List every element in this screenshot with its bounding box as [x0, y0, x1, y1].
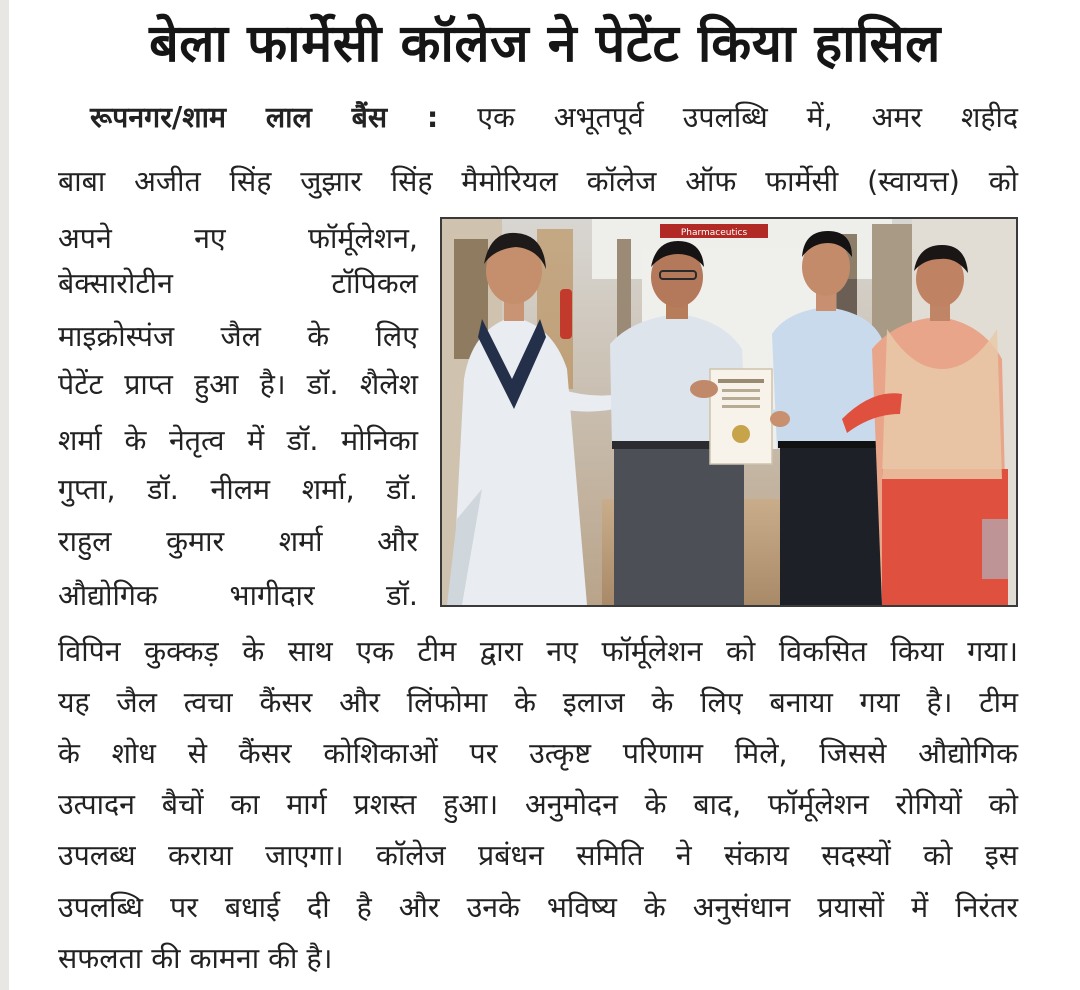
- hands: [690, 380, 718, 398]
- news-photo: [440, 217, 1018, 607]
- dateline: रूपनगर/शाम लाल बैंस :: [90, 101, 439, 134]
- article-line: विपिन कुक्कड़ के साथ एक टीम द्वारा नए फॉर्मूलेशन को विकसित किया गया।: [58, 635, 1018, 668]
- hands: [770, 411, 790, 427]
- article-line: सफलता की कामना की है।: [58, 942, 333, 975]
- article-line: उपलब्धि पर बधाई दी है और उनके भविष्य के अनुसंधान प्रयासों में निरंतर: [58, 891, 1018, 924]
- article-line: गुप्ता, डॉ. नीलम शर्मा, डॉ.: [58, 473, 418, 506]
- article-line: बाबा अजीत सिंह जुझार सिंह मैमोरियल कॉलेज ऑफ फार्मेसी (स्वायत्त) को: [58, 165, 1018, 198]
- article-line: उत्पादन बैचों का मार्ग प्रशस्त हुआ। अनुमोदन के बाद, फॉर्मूलेशन रोगियों को: [58, 788, 1018, 821]
- certificate: [710, 369, 772, 464]
- article-line: अपने नए फॉर्मूलेशन,: [58, 222, 418, 255]
- lead-text: एक अभूतपूर्व उपलब्धि में, अमर शहीद: [477, 101, 1018, 134]
- article-line: उपलब्ध कराया जाएगा। कॉलेज प्रबंधन समिति ने संकाय सदस्यों को इस: [58, 839, 1018, 872]
- article-line: माइक्रोस्पंज जैल के लिए: [58, 320, 418, 353]
- article-line: बेक्सारोटीन टॉपिकल: [58, 267, 418, 300]
- page-edge: [0, 0, 9, 990]
- article-line: के शोध से कैंसर कोशिकाओं पर उत्कृष्ट परिणाम मिले, जिससे औद्योगिक: [58, 737, 1018, 770]
- article-line: राहुल कुमार शर्मा और: [58, 525, 418, 558]
- article-line: औद्योगिक भागीदार डॉ.: [58, 579, 418, 612]
- headline: बेला फार्मेसी कॉलेज ने पेटेंट किया हासिल: [149, 14, 941, 74]
- article-line: शर्मा के नेतृत्व में डॉ. मोनिका: [58, 424, 418, 457]
- article-line: [90, 99, 1018, 137]
- article-line: यह जैल त्वचा कैंसर और लिंफोमा के इलाज के लिए बनाया गया है। टीम: [58, 686, 1018, 719]
- corridor-sign: Pharmaceutics: [680, 228, 748, 238]
- article-line: पेटेंट प्राप्त हुआ है। डॉ. शैलेश: [58, 368, 418, 401]
